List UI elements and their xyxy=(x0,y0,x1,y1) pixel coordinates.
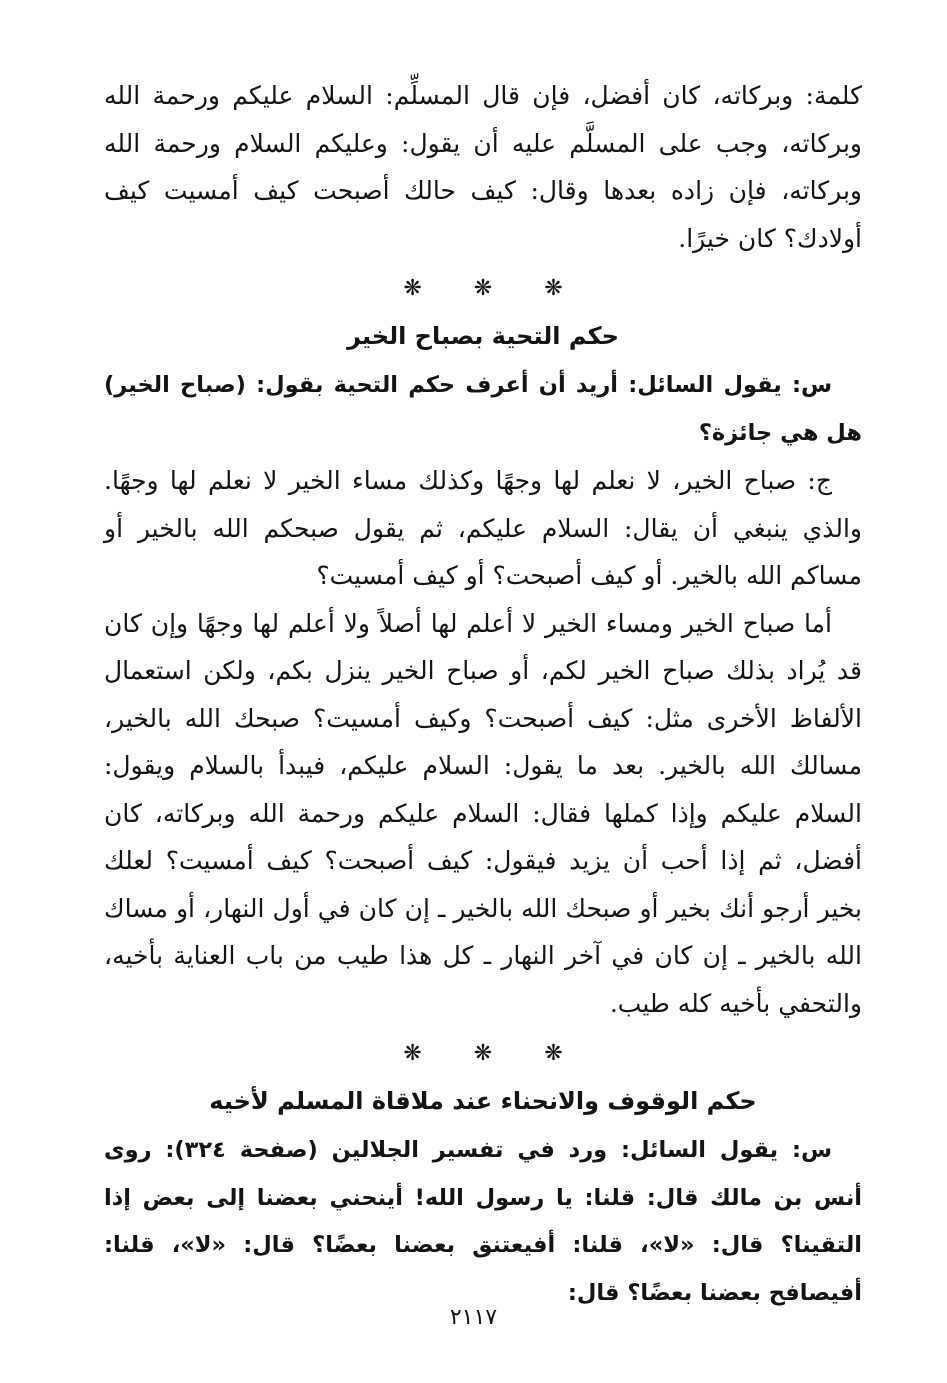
star-ornament-icon: ❋ xyxy=(403,276,422,301)
section-separator xyxy=(104,264,862,314)
paragraph-explanation: أما صباح الخير ومساء الخير لا أعلم لها أصلاً ولا أعلم لها وجهًا وإن كان قد يُراد بذلك صباح الخير لكم، أو صباح الخير ينزل بكم، ولكن استعمال الألفاظ الأخرى مثل: كيف أصبحت؟ وكيف أمسيت؟ صبحك الله بالخير، مسالك الله بالخير. بعد ما يقول: السلام عليكم، فيبدأ بالسلام ويقول: السلام عليكم وإذا كملها فقال: السلام عليكم ورحمة الله وبركاته، كان أفضل، ثم إذا أحب أن يزيد فيقول: كيف أصبحت؟ كيف أمسيت؟ لعلك بخير أرجو أنك بخير أو صبحك الله بالخير ـ إن كان في أول النهار، أو مساك الله بالخير ـ إن كان في آخر النهار ـ كل هذا طيب من باب العناية بأخيه، والتحفي بأخيه كله طيب. xyxy=(104,608,862,1018)
star-ornament-icon: ❋ xyxy=(544,276,563,301)
star-ornament-icon: ❋ xyxy=(473,276,493,301)
question-bowing: س: يقول السائل: ورد في تفسير الجلالين (صفحة ٣٢٤): روى أنس بن مالك قال: قلنا: يا رسول الله! أينحني بعضنا إلى بعض إذا التقينا؟ قال: «لا»، قلنا: أفيعتنق بعضنا بعضًا؟ قال: «لا»، قلنا: أفيصافح بعضنا بعضًا؟ قال: xyxy=(104,1137,862,1306)
section-heading-greeting: حكم التحية بصباح الخير xyxy=(347,322,619,350)
question-greeting: س: يقول السائل: أريد أن أعرف حكم التحية بقول: (صباح الخير) هل هي جائزة؟ xyxy=(104,372,862,446)
star-ornament-icon: ❋ xyxy=(544,1041,563,1066)
star-ornament-icon: ❋ xyxy=(473,1041,493,1066)
section-heading-bowing: حكم الوقوف والانحناء عند ملاقاة المسلم لأخيه xyxy=(209,1087,757,1115)
paragraph-continuation: كلمة: وبركاته، كان أفضل، فإن قال المسلِّم: السلام عليكم ورحمة الله وبركاته، وجب على المسلَّم عليه أن يقول: وعليكم السلام ورحمة الله وبركاته، فإن زاده بعدها وقال: كيف حالك أصبحت كيف أمسيت كيف أولادك؟ كان خيرًا. xyxy=(104,81,862,253)
answer-greeting: ج: صباح الخير، لا نعلم لها وجهًا وكذلك مساء الخير لا نعلم لها وجهًا. والذي ينبغي أن يقال: السلام عليكم، ثم يقول صبحكم الله بالخير أو مساكم الله بالخير. أو كيف أصبحت؟ أو كيف أمسيت؟ xyxy=(104,466,862,590)
page-number: ٢١١٧ xyxy=(449,1305,498,1330)
star-ornament-icon: ❋ xyxy=(403,1041,422,1066)
section-separator xyxy=(104,1029,862,1079)
page-content xyxy=(104,72,862,1317)
